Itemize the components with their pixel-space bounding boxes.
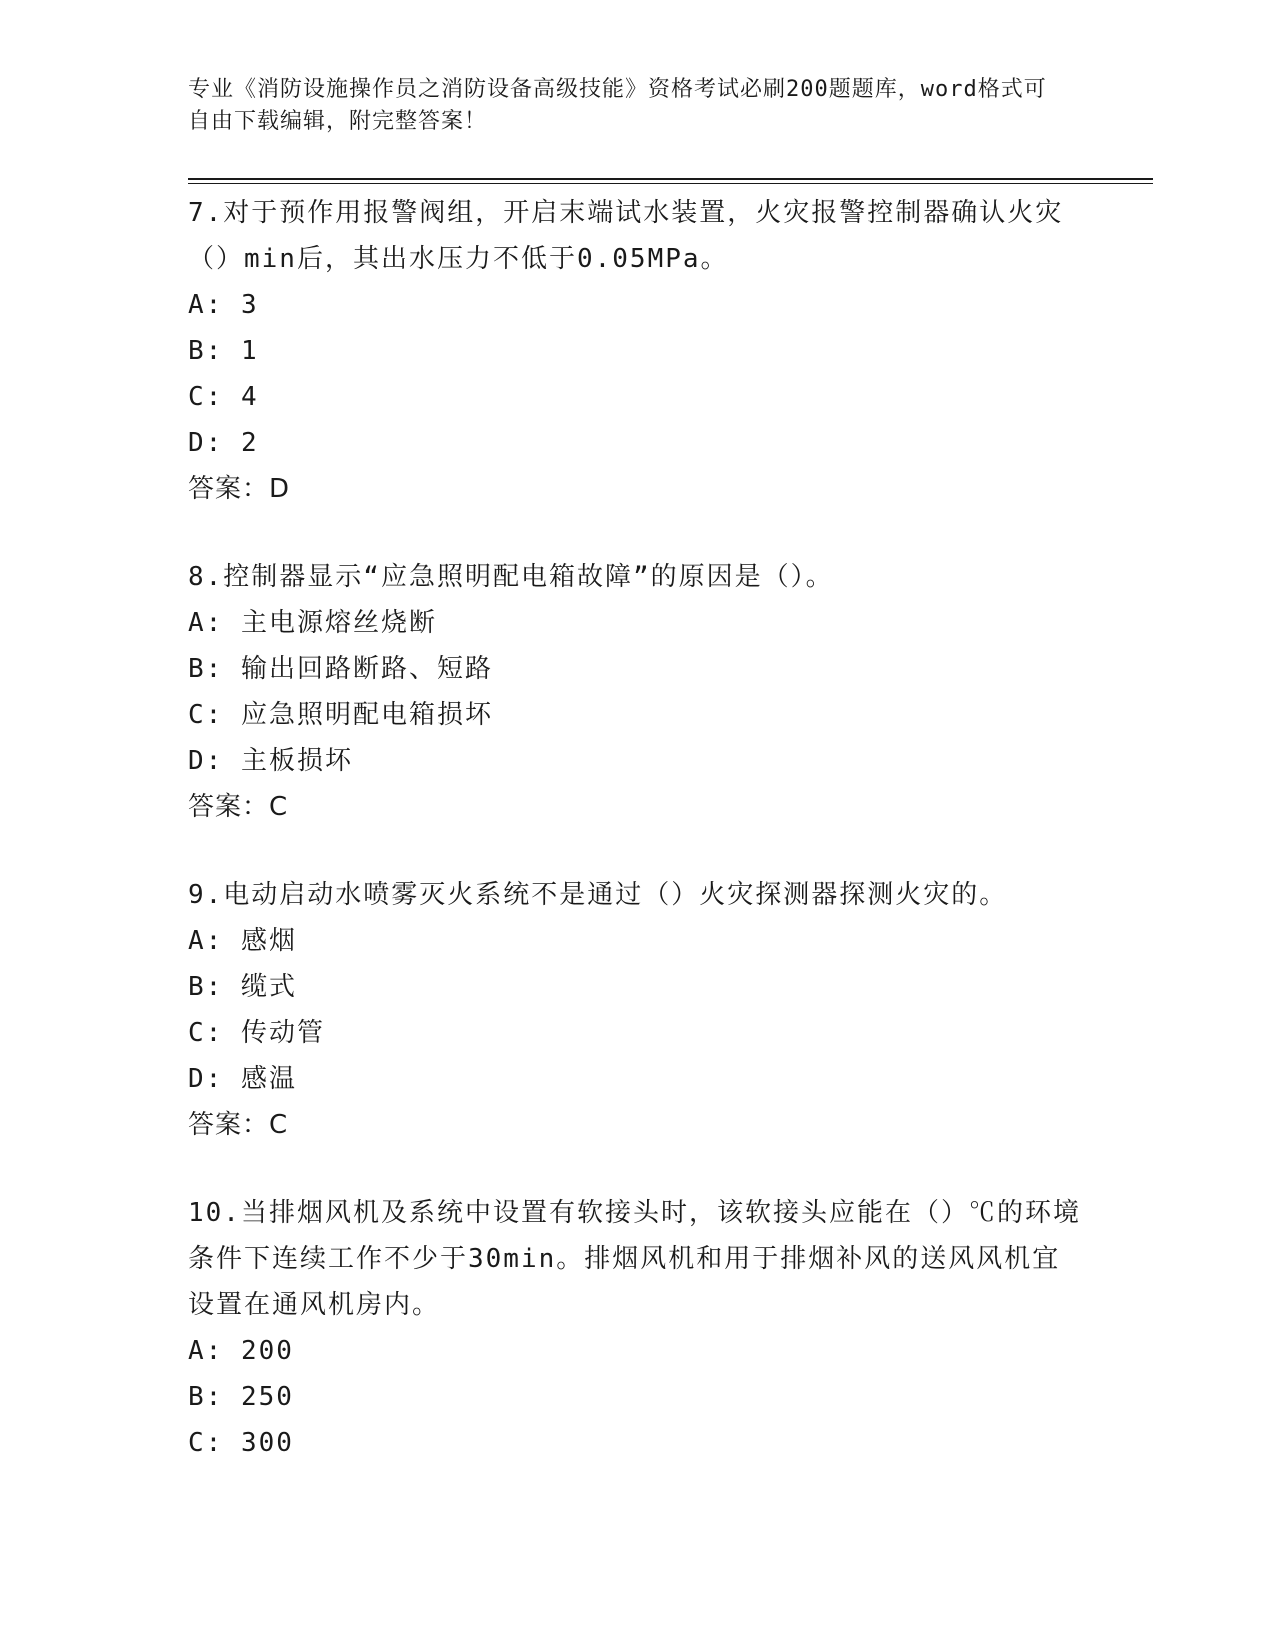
question-list	[188, 186, 1088, 1508]
option-a: A: 3	[188, 290, 259, 320]
answer: 答案：D	[188, 474, 291, 504]
option-a: A: 200	[188, 1336, 294, 1366]
option-a: A: 感烟	[188, 926, 297, 956]
option-c: C: 4	[188, 382, 259, 412]
option-b: B: 缆式	[188, 972, 297, 1002]
option-d: D: 2	[188, 428, 259, 458]
option-d: D: 主板损坏	[188, 746, 353, 776]
question-8	[188, 554, 1088, 830]
option-b: B: 输出回路断路、短路	[188, 654, 493, 684]
option-b: B: 1	[188, 336, 259, 366]
option-c: C: 300	[188, 1428, 294, 1458]
question-stem: 9.电动启动水喷雾灭火系统不是通过（）火灾探测器探测火灾的。	[188, 880, 1008, 910]
header-divider-thick	[188, 178, 1153, 180]
document-header: 专业《消防设施操作员之消防设备高级技能》资格考试必刷200题题库，word格式可自由下载编辑，附完整答案！	[188, 77, 1047, 134]
option-a: A: 主电源熔丝烧断	[188, 608, 437, 638]
option-c: C: 应急照明配电箱损坏	[188, 700, 493, 730]
option-c: C: 传动管	[188, 1018, 325, 1048]
header-divider-thin	[188, 183, 1153, 184]
option-b: B: 250	[188, 1382, 294, 1412]
question-9	[188, 872, 1088, 1148]
question-7	[188, 190, 1088, 512]
question-stem: 7.对于预作用报警阀组，开启末端试水装置，火灾报警控制器确认火灾（）min后，其出水压力不低于0.05MPa。	[188, 198, 1064, 274]
answer: 答案：C	[188, 792, 289, 822]
question-stem: 10.当排烟风机及系统中设置有软接头时，该软接头应能在（）℃的环境条件下连续工作不少于30min。排烟风机和用于排烟补风的送风风机宜设置在通风机房内。	[188, 1198, 1081, 1320]
question-10	[188, 1190, 1088, 1466]
option-d: D: 感温	[188, 1064, 297, 1094]
question-stem: 8.控制器显示“应急照明配电箱故障”的原因是（）。	[188, 562, 834, 592]
answer: 答案：C	[188, 1110, 289, 1140]
